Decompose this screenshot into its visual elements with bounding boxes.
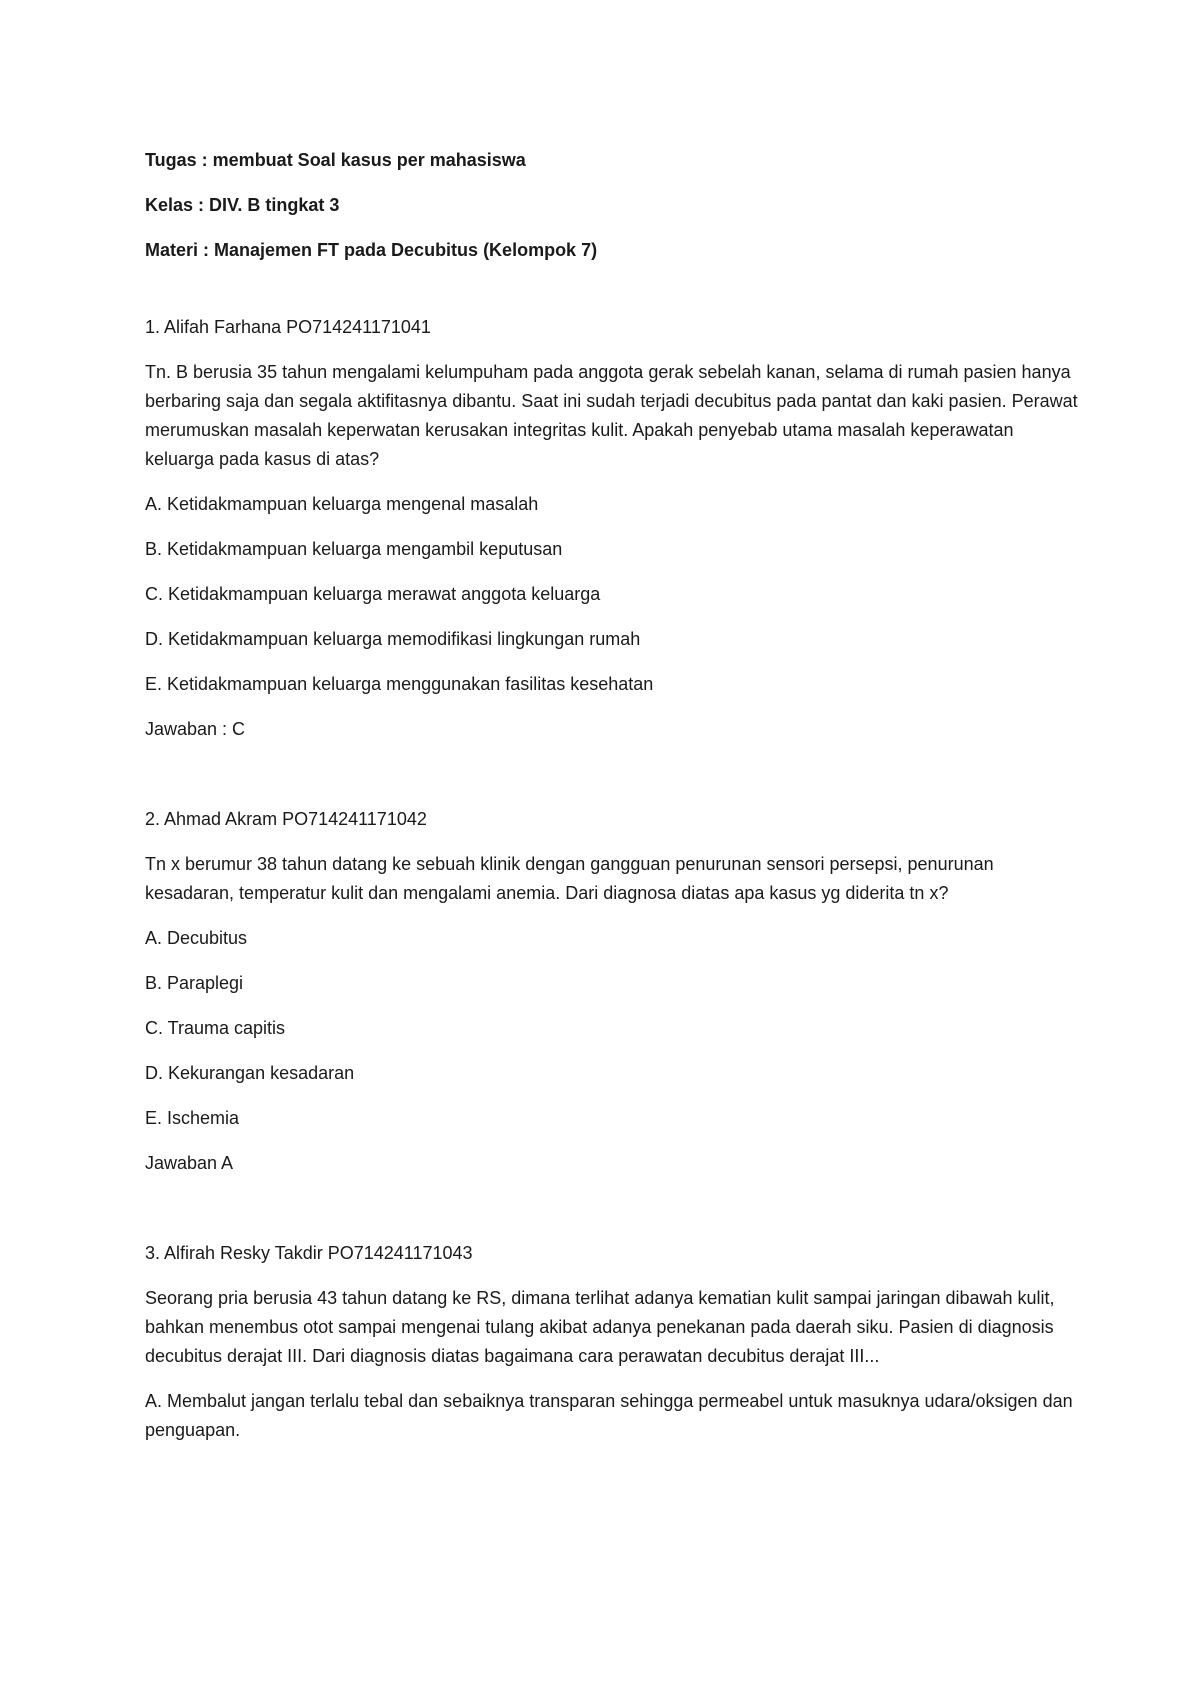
document-page (145, 146, 1085, 1461)
option-d: D. Ketidakmampuan keluarga memodifikasi lingkungan rumah (145, 629, 641, 649)
header-tugas: Tugas : membuat Soal kasus per mahasiswa (145, 150, 526, 170)
option-c: C. Trauma capitis (145, 1018, 286, 1038)
option-b: B. Paraplegi (145, 973, 244, 993)
option-c: C. Ketidakmampuan keluarga merawat anggota keluarga (145, 584, 601, 604)
header-materi: Materi : Manajemen FT pada Decubitus (Kelompok 7) (145, 240, 598, 260)
option-b: B. Ketidakmampuan keluarga mengambil keputusan (145, 539, 563, 559)
question-1 (145, 313, 1085, 744)
question-2 (145, 805, 1085, 1178)
question-title: 2. Ahmad Akram PO714241171042 (145, 809, 427, 829)
option-a: A. Decubitus (145, 928, 248, 948)
header-kelas: Kelas : DIV. B tingkat 3 (145, 195, 340, 215)
option-a: A. Membalut jangan terlalu tebal dan sebaiknya transparan sehingga permeabel untuk masuknya udara/oksigen dan penguapan. (145, 1391, 1073, 1440)
option-e: E. Ischemia (145, 1108, 240, 1128)
answer: Jawaban : C (145, 719, 246, 739)
question-title: 3. Alfirah Resky Takdir PO714241171043 (145, 1243, 473, 1263)
question-text: Tn x berumur 38 tahun datang ke sebuah klinik dengan gangguan penurunan sensori persepsi, penurunan kesadaran, temperatur kulit dan mengalami anemia. Dari diagnosa diatas apa kasus yg diderita tn x? (145, 854, 994, 903)
question-title: 1. Alifah Farhana PO714241171041 (145, 317, 431, 337)
question-3 (145, 1239, 1085, 1445)
answer: Jawaban A (145, 1153, 234, 1173)
option-d: D. Kekurangan kesadaran (145, 1063, 355, 1083)
question-text: Tn. B berusia 35 tahun mengalami kelumpuham pada anggota gerak sebelah kanan, selama di rumah pasien hanya berbaring saja dan segala aktifitasnya dibantu. Saat ini sudah terjadi decubitus pada pantat dan kaki pasien. Perawat merumuskan masalah keperwatan kerusakan integritas kulit. Apakah penyebab utama masalah keperawatan keluarga pada kasus di atas? (145, 362, 1078, 469)
option-e: E. Ketidakmampuan keluarga menggunakan fasilitas kesehatan (145, 674, 654, 694)
question-text: Seorang pria berusia 43 tahun datang ke RS, dimana terlihat adanya kematian kulit sampai jaringan dibawah kulit, bahkan menembus otot sampai mengenai tulang akibat adanya penekanan pada daerah siku. Pasien di diagnosis decubitus derajat III. Dari diagnosis diatas bagaimana cara perawatan decubitus derajat III... (145, 1288, 1055, 1366)
option-a: A. Ketidakmampuan keluarga mengenal masalah (145, 494, 539, 514)
